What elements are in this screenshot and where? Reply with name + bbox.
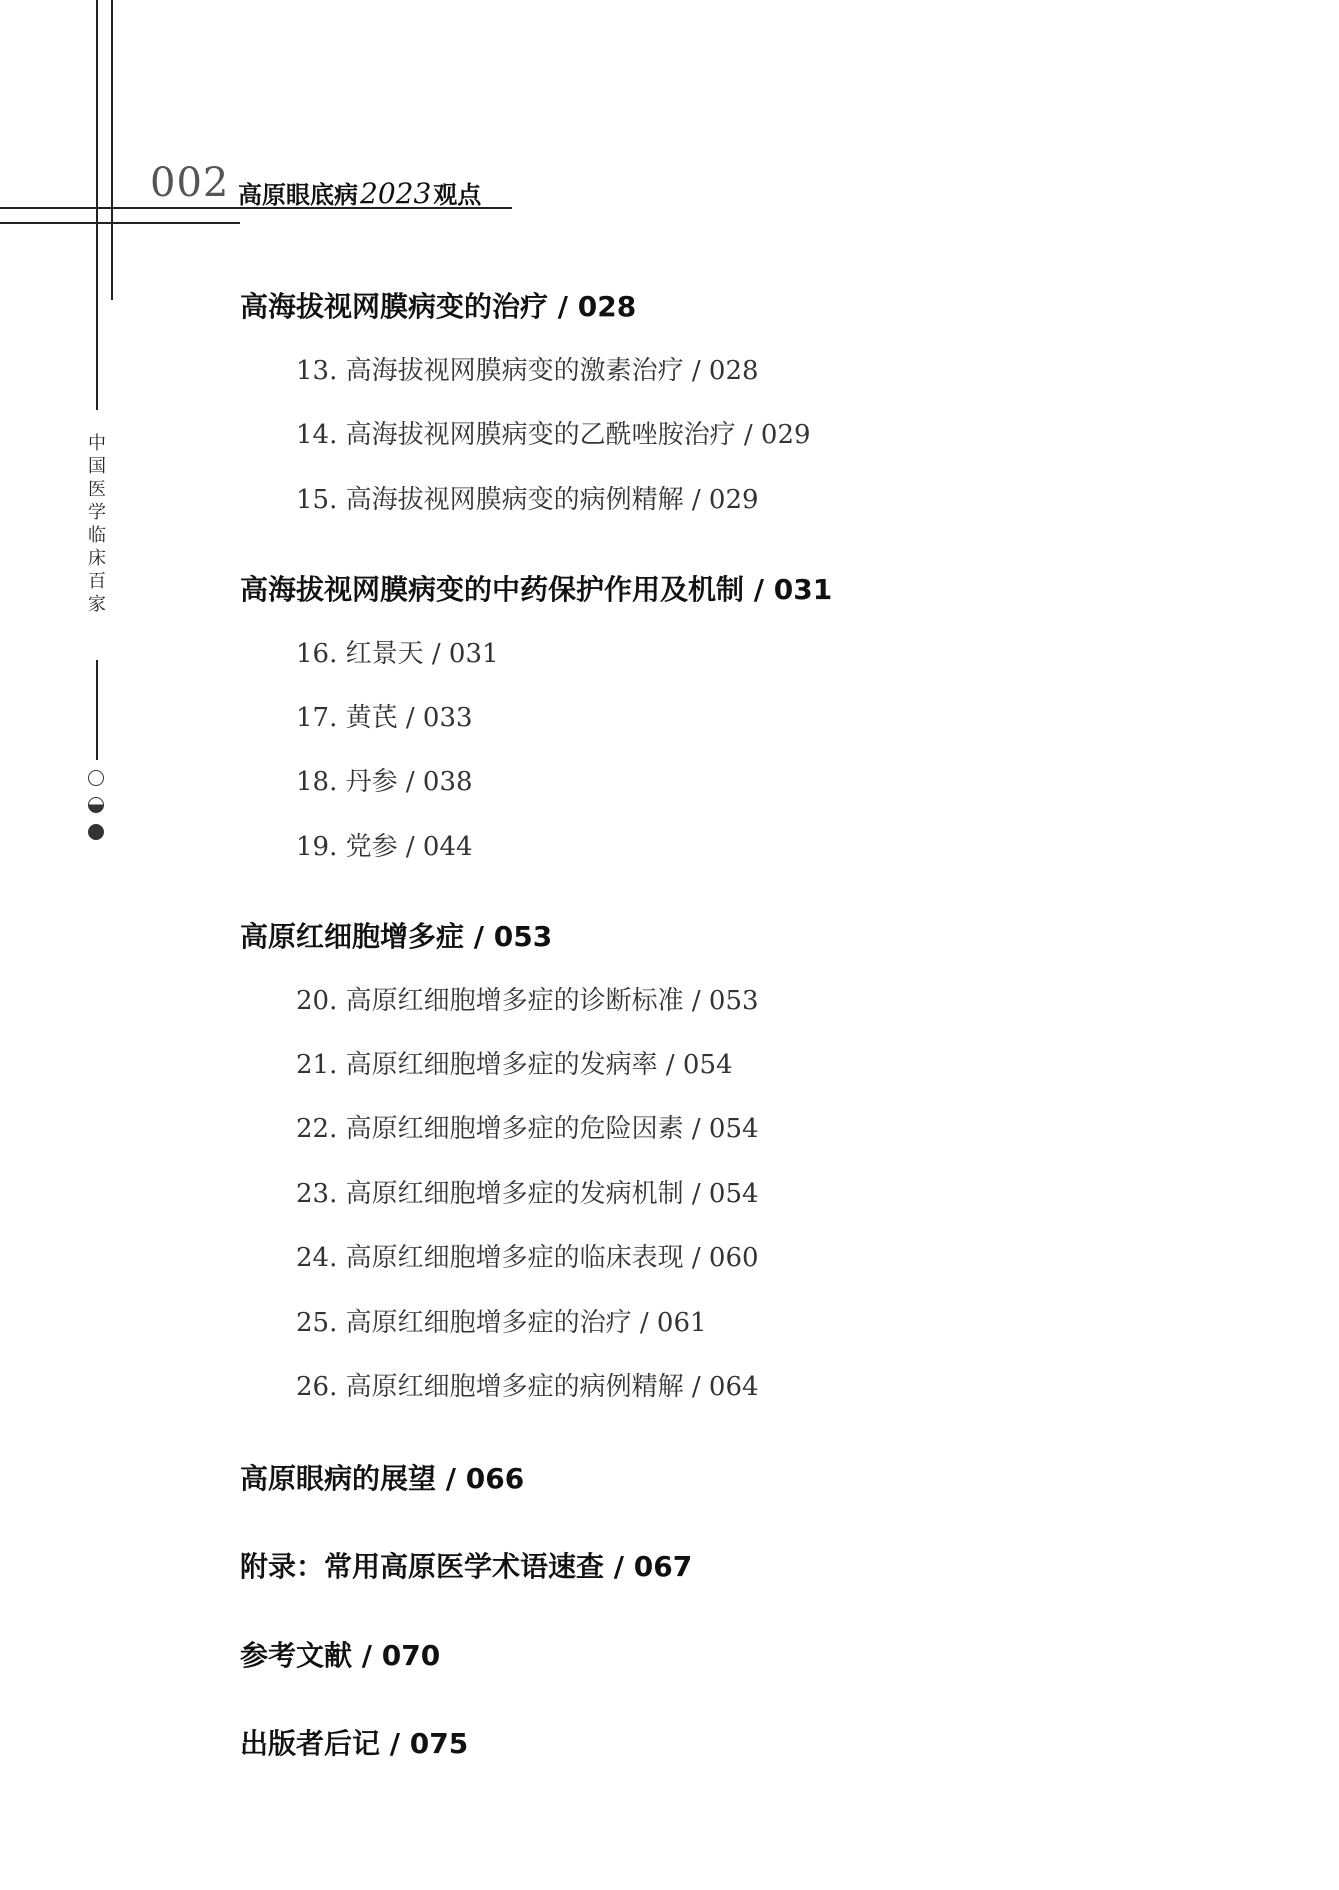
- toc-section-title: 高原眼病的展望 / 066: [240, 1462, 525, 1495]
- toc-item: 17. 黄芪 / 033: [296, 703, 473, 733]
- toc-item: 23. 高原红细胞增多症的发病机制 / 054: [296, 1179, 759, 1209]
- series-char: 床: [88, 548, 106, 569]
- series-char: 中: [88, 433, 106, 454]
- series-char: 学: [88, 502, 106, 523]
- toc-item: 13. 高海拔视网膜病变的激素治疗 / 028: [296, 356, 759, 386]
- toc-item: 24. 高原红细胞增多症的临床表现 / 060: [296, 1243, 759, 1273]
- toc-item: 19. 党参 / 044: [296, 832, 473, 862]
- toc-section-title: 出版者后记 / 075: [240, 1727, 469, 1760]
- toc-item: 18. 丹参 / 038: [296, 767, 473, 797]
- toc-item: 15. 高海拔视网膜病变的病例精解 / 029: [296, 485, 759, 515]
- series-char: 家: [88, 594, 106, 615]
- toc-section-title: 高原红细胞增多症 / 053: [240, 920, 553, 953]
- toc-item: 26. 高原红细胞增多症的病例精解 / 064: [296, 1372, 759, 1402]
- book-title-year: 2023: [360, 177, 432, 210]
- series-char: 国: [88, 456, 106, 477]
- toc-item: 14. 高海拔视网膜病变的乙酰唑胺治疗 / 029: [296, 420, 811, 450]
- toc-item: 21. 高原红细胞增多症的发病率 / 054: [296, 1050, 733, 1080]
- toc-item: 22. 高原红细胞增多症的危险因素 / 054: [296, 1114, 759, 1144]
- toc-item: 16. 红景天 / 031: [296, 639, 499, 669]
- toc-item: 20. 高原红细胞增多症的诊断标准 / 053: [296, 986, 759, 1016]
- toc-section-title: 参考文献 / 070: [240, 1639, 441, 1672]
- book-title-suffix: 观点: [433, 181, 482, 209]
- series-char: 百: [88, 571, 106, 592]
- toc-section-title: 附录：常用高原医学术语速查 / 067: [240, 1550, 693, 1583]
- page-number: 002: [150, 160, 230, 206]
- toc-item: 25. 高原红细胞增多症的治疗 / 061: [296, 1308, 707, 1338]
- book-title-prefix: 高原眼底病: [238, 181, 358, 209]
- series-char: 临: [88, 525, 106, 546]
- toc-section-title: 高海拔视网膜病变的治疗 / 028: [240, 290, 637, 323]
- toc-section-title: 高海拔视网膜病变的中药保护作用及机制 / 031: [240, 573, 833, 606]
- series-char: 医: [88, 479, 106, 500]
